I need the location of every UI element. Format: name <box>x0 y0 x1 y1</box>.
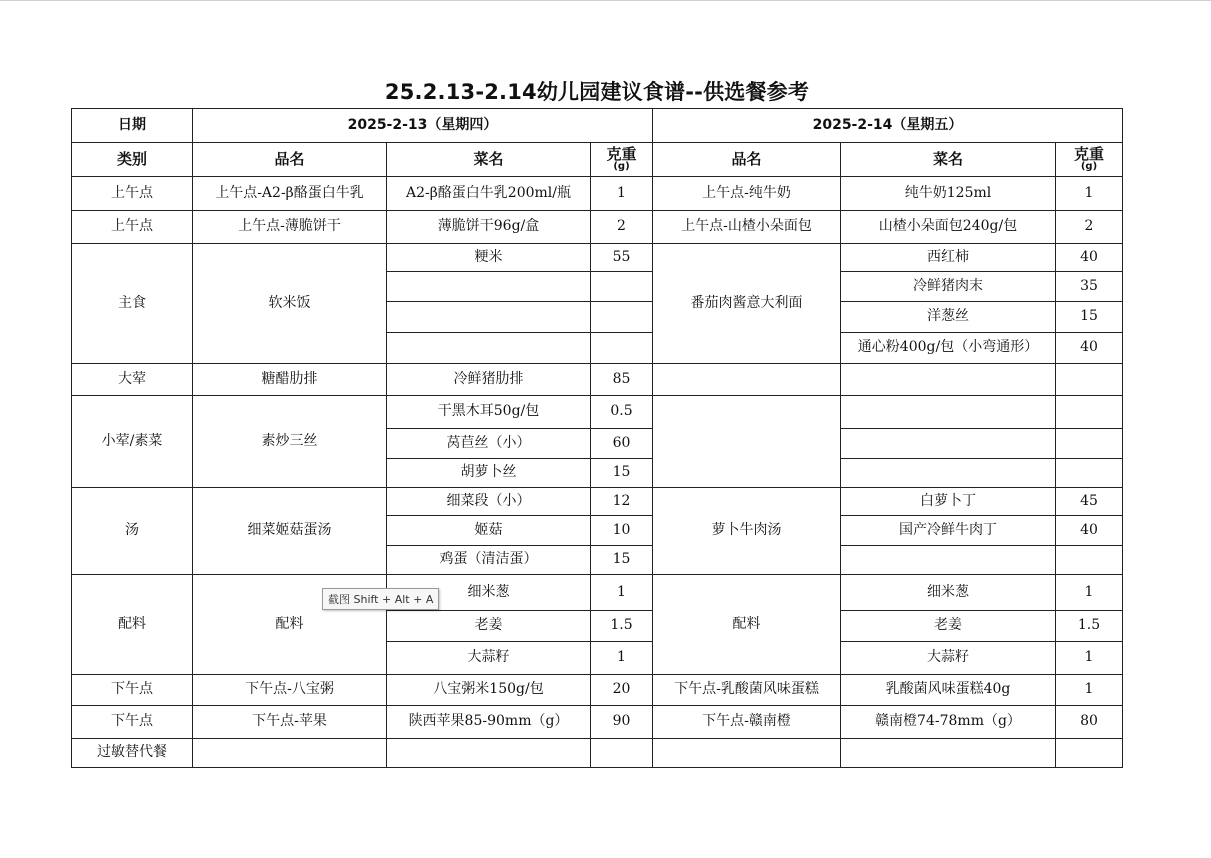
day2-gram-cell: 1 <box>1056 177 1123 211</box>
day1-gram-cell: 55 <box>591 244 653 272</box>
category-cell: 上午点 <box>72 211 193 244</box>
day1-item-cell: 素炒三丝 <box>193 396 387 488</box>
day1-dish-cell: 细米葱 <box>387 575 591 611</box>
day2-gram-cell: 1 <box>1056 642 1123 675</box>
day2-dish-cell <box>841 459 1056 488</box>
day2-gram-cell: 2 <box>1056 211 1123 244</box>
day2-gram-cell <box>1056 364 1123 396</box>
day1-gram-cell: 2 <box>591 211 653 244</box>
category-cell: 大荤 <box>72 364 193 396</box>
gram-unit: (g) <box>613 161 630 172</box>
day1-dish-cell <box>387 333 591 364</box>
day2-gram-cell <box>1056 396 1123 429</box>
day2-dish-cell: 老姜 <box>841 611 1056 642</box>
day1-item-header: 品名 <box>193 143 387 177</box>
screenshot-tooltip: 截图 Shift + Alt + A <box>322 588 439 610</box>
table-row <box>72 364 1123 396</box>
header-row-columns <box>72 143 1123 177</box>
day1-item-cell: 下午点-八宝粥 <box>193 675 387 706</box>
day2-dish-cell <box>841 546 1056 575</box>
day1-dish-cell: 冷鲜猪肋排 <box>387 364 591 396</box>
day2-item-cell: 萝卜牛肉汤 <box>653 488 841 575</box>
day1-dish-cell: A2-β酪蛋白牛乳200ml/瓶 <box>387 177 591 211</box>
top-border <box>0 0 1211 1</box>
gram-label: 克重 <box>606 145 637 163</box>
table-row <box>72 488 1123 516</box>
day2-dish-cell: 赣南橙74-78mm（g） <box>841 706 1056 739</box>
day2-item-cell: 上午点-山楂小朵面包 <box>653 211 841 244</box>
day1-dish-cell <box>387 302 591 333</box>
table-row <box>72 244 1123 272</box>
day2-dish-cell: 纯牛奶125ml <box>841 177 1056 211</box>
category-cell: 配料 <box>72 575 193 675</box>
page-title: 25.2.13-2.14幼儿园建议食谱--供选餐参考 <box>384 80 810 104</box>
day1-item-cell: 糖醋肋排 <box>193 364 387 396</box>
table-row <box>72 739 1123 768</box>
day1-dish-cell: 八宝粥米150g/包 <box>387 675 591 706</box>
day2-gram-cell: 80 <box>1056 706 1123 739</box>
day1-item-cell: 配料 <box>193 575 387 675</box>
day2-dish-cell <box>841 364 1056 396</box>
day1-gram-cell: 12 <box>591 488 653 516</box>
day1-dish-cell: 干黑木耳50g/包 <box>387 396 591 429</box>
day2-dish-cell: 山楂小朵面包240g/包 <box>841 211 1056 244</box>
day2-gram-cell: 15 <box>1056 302 1123 333</box>
day1-dish-cell: 粳米 <box>387 244 591 272</box>
day1-gram-cell: 10 <box>591 516 653 546</box>
category-cell: 上午点 <box>72 177 193 211</box>
day2-dish-cell: 细米葱 <box>841 575 1056 611</box>
day2-gram-cell <box>1056 429 1123 459</box>
day2-item-cell: 上午点-纯牛奶 <box>653 177 841 211</box>
day2-gram-cell: 1.5 <box>1056 611 1123 642</box>
day1-dish-cell: 鸡蛋（清洁蛋） <box>387 546 591 575</box>
table-row <box>72 211 1123 244</box>
day2-header: 2025-2-14（星期五） <box>653 109 1123 143</box>
day2-item-cell <box>653 739 841 768</box>
day1-dish-cell <box>387 739 591 768</box>
day1-item-cell <box>193 739 387 768</box>
day2-gram-cell: 45 <box>1056 488 1123 516</box>
day2-item-cell: 配料 <box>653 575 841 675</box>
day2-dish-cell <box>841 429 1056 459</box>
day2-item-cell <box>653 364 841 396</box>
gram-unit: (g) <box>1080 161 1098 172</box>
day1-gram-cell: 1 <box>591 177 653 211</box>
day2-dish-cell: 通心粉400g/包（小弯通形） <box>841 333 1056 364</box>
day2-item-cell: 下午点-乳酸菌风味蛋糕 <box>653 675 841 706</box>
day2-dish-cell: 白萝卜丁 <box>841 488 1056 516</box>
day1-gram-cell: 60 <box>591 429 653 459</box>
day2-gram-cell: 40 <box>1056 244 1123 272</box>
day1-dish-header: 菜名 <box>387 143 591 177</box>
header-row-dates <box>72 109 1123 143</box>
table-row <box>72 575 1123 611</box>
day1-gram-cell <box>591 302 653 333</box>
menu-table <box>71 108 1123 768</box>
date-label: 日期 <box>72 109 193 143</box>
day1-gram-cell <box>591 333 653 364</box>
day2-dish-cell <box>841 396 1056 429</box>
day1-dish-cell: 大蒜籽 <box>387 642 591 675</box>
day2-gram-cell: 1 <box>1056 675 1123 706</box>
day2-item-cell <box>653 396 841 488</box>
day1-gram-cell: 1.5 <box>591 611 653 642</box>
day2-dish-cell: 国产冷鲜牛肉丁 <box>841 516 1056 546</box>
day1-header: 2025-2-13（星期四） <box>193 109 653 143</box>
table-row <box>72 706 1123 739</box>
day1-gram-cell: 1 <box>591 575 653 611</box>
day2-item-header: 品名 <box>653 143 841 177</box>
day1-dish-cell: 老姜 <box>387 611 591 642</box>
day2-dish-header: 菜名 <box>841 143 1056 177</box>
day2-dish-cell: 西红柿 <box>841 244 1056 272</box>
day2-dish-cell <box>841 739 1056 768</box>
day2-gram-cell: 40 <box>1056 516 1123 546</box>
day1-item-cell: 上午点-薄脆饼干 <box>193 211 387 244</box>
day2-item-cell: 番茄肉酱意大利面 <box>653 244 841 364</box>
day2-gram-cell <box>1056 739 1123 768</box>
day2-gram-cell <box>1056 459 1123 488</box>
table-row <box>72 675 1123 706</box>
day1-gram-cell: 90 <box>591 706 653 739</box>
day2-dish-cell: 乳酸菌风味蛋糕40g <box>841 675 1056 706</box>
table-row <box>72 396 1123 429</box>
day1-item-cell: 细菜姬菇蛋汤 <box>193 488 387 575</box>
gram-label: 克重 <box>1073 145 1104 163</box>
day1-dish-cell: 胡萝卜丝 <box>387 459 591 488</box>
day1-gram-cell <box>591 739 653 768</box>
day1-gram-cell <box>591 272 653 302</box>
category-cell: 下午点 <box>72 675 193 706</box>
day1-dish-cell: 莴苣丝（小） <box>387 429 591 459</box>
day2-dish-cell: 大蒜籽 <box>841 642 1056 675</box>
day2-gram-cell: 40 <box>1056 333 1123 364</box>
day1-item-cell: 下午点-苹果 <box>193 706 387 739</box>
day1-dish-cell: 陕西苹果85-90mm（g） <box>387 706 591 739</box>
day2-gram-cell: 1 <box>1056 575 1123 611</box>
day2-gram-cell <box>1056 546 1123 575</box>
day1-gram-cell: 1 <box>591 642 653 675</box>
day1-gram-cell: 85 <box>591 364 653 396</box>
day2-item-cell: 下午点-赣南橙 <box>653 706 841 739</box>
day1-gram-header <box>591 143 653 177</box>
day1-dish-cell: 姬菇 <box>387 516 591 546</box>
category-header: 类别 <box>72 143 193 177</box>
day1-item-cell: 上午点-A2-β酪蛋白牛乳 <box>193 177 387 211</box>
day2-gram-cell: 35 <box>1056 272 1123 302</box>
day2-dish-cell: 冷鲜猪肉末 <box>841 272 1056 302</box>
day1-gram-cell: 15 <box>591 546 653 575</box>
day1-gram-cell: 0.5 <box>591 396 653 429</box>
category-cell: 汤 <box>72 488 193 575</box>
day1-dish-cell <box>387 272 591 302</box>
table-row <box>72 177 1123 211</box>
day1-gram-cell: 20 <box>591 675 653 706</box>
day1-dish-cell: 细菜段（小） <box>387 488 591 516</box>
day2-dish-cell: 洋葱丝 <box>841 302 1056 333</box>
category-cell: 过敏替代餐 <box>72 739 193 768</box>
day1-gram-cell: 15 <box>591 459 653 488</box>
day1-item-cell: 软米饭 <box>193 244 387 364</box>
category-cell: 下午点 <box>72 706 193 739</box>
day2-gram-header <box>1056 143 1123 177</box>
day1-dish-cell: 薄脆饼干96g/盒 <box>387 211 591 244</box>
category-cell: 小荤/素菜 <box>72 396 193 488</box>
category-cell: 主食 <box>72 244 193 364</box>
